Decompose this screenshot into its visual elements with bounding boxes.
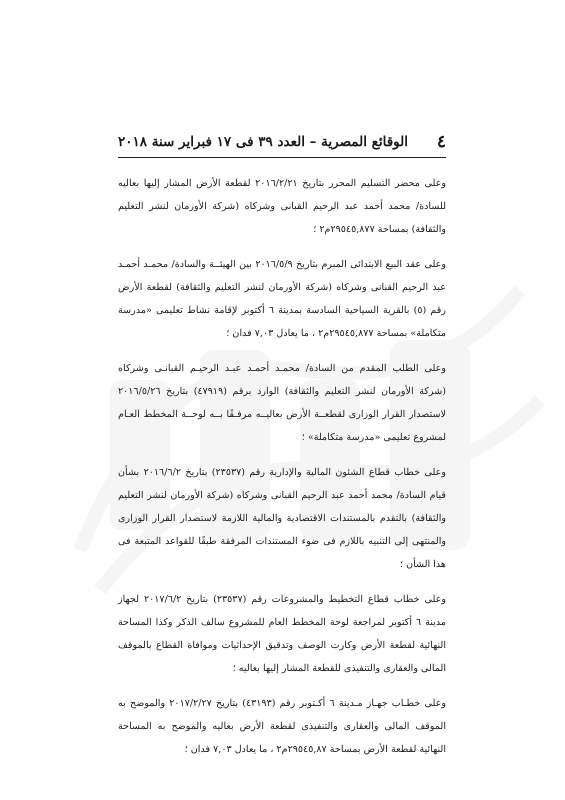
paragraph-text: وعلى خطاب قطاع الشئون المالية والإدارية رقم (٢٣٥٣٧) بتاريخ ٢٠١٦/٦/٢ بشأن قيام السادة/ محمد أحمد عبد الرحيم القبانى وشركاه (شركة الأورمان لنشر التعليم والثقافة) بالتقدم بالمستندات الاقتصادية والمالية اللازمة لاستصدار القرار الوزارى والمنتهى إلى التنبيه باللازم فى ضوء المستندات المرفقة طبقًا للقواعد المتبعة فى هذا الشأن ؛ <box>118 467 446 570</box>
paragraph-text: وعلى خطاب قطاع التخطيط والمشروعات رقم (٢٣٥٣٧) بتاريخ ٢٠١٧/٦/٢ لجهاز مدينة ٦ أكتوبر لمراجعة لوحة المخطط العام للمشروع سالف الذكر وكذا المساحة النهائية لقطعة الأرض وكارت الوصف وتدقيق الإحداثيات وموافاة القطاع بالموقف المالى والعقارى والتنفيذى للقطعة المشار إليها بعاليه ؛ <box>118 594 447 674</box>
paragraph-planning-letter <box>118 588 446 680</box>
paragraph-text: وعلى الطلب المقدم من السادة/ محمـد أحمـد عبـد الرحيـم القبانـى وشركاه (شركة الأورمان لنشر التعليم والثقافة) الوارد برقم (٤٧٩١٩) بتاريخ ٢٠١٦/٥/٢٦ لاستصدار القرار الوزارى لقطعــة الأرض بعاليــه مرفـقًا بــه لوحــة المخطط العـام لمشروع تعليمى «مدرسة متكاملة» ؛ <box>118 363 447 443</box>
paragraph-sale-contract <box>118 253 446 345</box>
document-body <box>118 172 446 761</box>
paragraph-city-authority-letter <box>118 692 446 761</box>
header-rule <box>118 157 446 158</box>
running-title: الوقائع المصرية – العدد ٣٩ فى ١٧ فبراير سنة ٢٠١٨ <box>118 134 409 150</box>
paragraph-request <box>118 357 446 449</box>
paragraph-financial-letter <box>118 461 446 576</box>
paragraph-text: وعلى محضر التسليم المحرر بتاريخ ٢٠١٦/٢/٢١ لقطعة الأرض المشار إليها بعاليه للسادة/ محمد أحمد عبد الرحيم القبانى وشركاه (شركة الأورمان لنشر التعليم والثقافة) بمساحة ٢٩٥٤٥,٨٧٧م٢ ؛ <box>118 178 446 235</box>
page-header <box>118 128 446 158</box>
paragraph-text: وعلى عقد البيع الابتدائى المبرم بتاريخ ٢٠١٦/٥/٩ بين الهيئــة والسادة/ محمـد أحمـد عبد الرحيم القبانى وشركاه (شركة الأورمان لنشر التعليم والثقافة) لقطعة الأرض رقم (٥) بالقرية السياحية السادسة بمدينة ٦ أكتوبر لإقامة نشاط تعليمى «مدرسة متكاملة» بمساحة ٢٩٥٤٥,٨٧٧م٢ ، ما يعادل ٧,٠٣ فدان ؛ <box>118 259 446 339</box>
paragraph-text: وعلى خطـاب جهـاز مـدينة ٦ أكـتوبر رقم (٤٣١٩٣) بتاريخ ٢٠١٧/٢/٢٧ والموضح به الموقف المالى والعقارى والتنفيذى لقطعة الأرض بعاليه والموضح به المساحة النهائية لقطعة الأرض بمساحة ٢٩٥٤٥,٨٧م٢ ، ما يعادل ٧,٠٣ فدان ؛ <box>118 698 446 755</box>
paragraph-delivery-report <box>118 172 446 241</box>
page-number: ٤ <box>436 132 446 152</box>
